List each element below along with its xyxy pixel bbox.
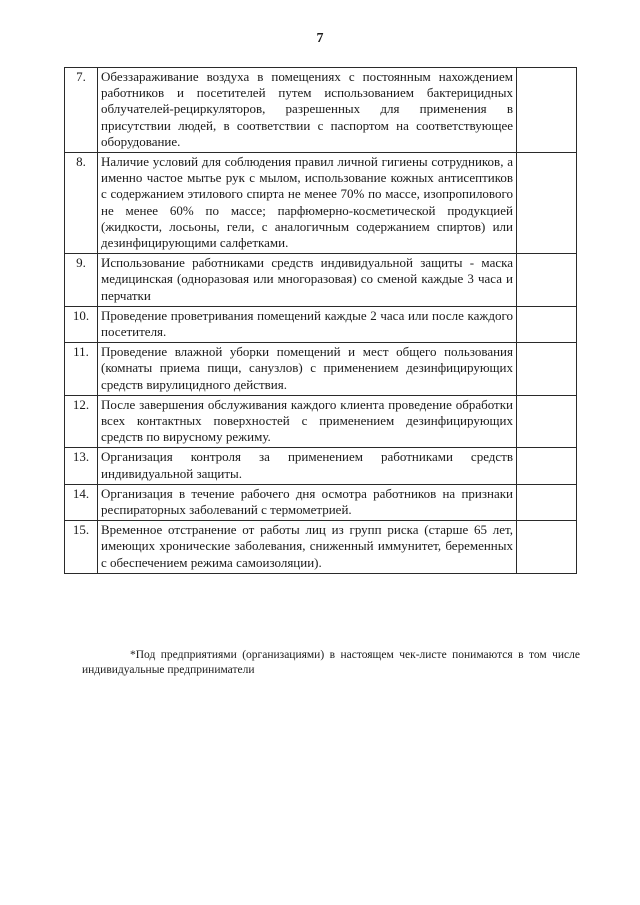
- row-number: 12.: [65, 395, 98, 448]
- row-requirement: Использование работниками средств индивидуальной защиты - маска медицинская (одноразовая или многоразовая) со сменой каждые 3 часа и перчатки: [98, 254, 517, 307]
- table-row: [65, 395, 577, 448]
- row-number: 15.: [65, 521, 98, 574]
- page-number: 7: [316, 31, 324, 46]
- row-mark-cell: [517, 254, 577, 307]
- row-mark-cell: [517, 343, 577, 396]
- row-requirement: Организация в течение рабочего дня осмотра работников на признаки респираторных заболеваний с термометрией.: [98, 484, 517, 520]
- row-number: 7.: [65, 68, 98, 153]
- row-number: 14.: [65, 484, 98, 520]
- row-mark-cell: [517, 521, 577, 574]
- table-row: [65, 521, 577, 574]
- row-mark-cell: [517, 306, 577, 342]
- row-requirement: Обеззараживание воздуха в помещениях с постоянным нахождением работников и посетителей путем использованием бактерицидных облучателей-рециркуляторов, разрешенных для применения в присутствии людей, в соответствии с паспортом на соответствующее оборудование.: [98, 68, 517, 153]
- table-row: [65, 306, 577, 342]
- table-row: [65, 484, 577, 520]
- footnote: *Под предприятиями (организациями) в настоящем чек-листе понимаются в том числе индивидуальные предприниматели: [82, 649, 580, 676]
- row-mark-cell: [517, 395, 577, 448]
- table-row: [65, 343, 577, 396]
- row-requirement: Наличие условий для соблюдения правил личной гигиены сотрудников, а именно частое мытье рук с мылом, использование кожных антисептиков с содержанием этилового спирта не менее 70% по массе, изопропилового не менее 60% по массе; парфюмерно-косметической продукцией (жидкости, лосьоны, гели, с аналогичным содержанием спиртов) или дезинфицирующими салфетками.: [98, 153, 517, 254]
- row-number: 11.: [65, 343, 98, 396]
- row-number: 9.: [65, 254, 98, 307]
- row-requirement: После завершения обслуживания каждого клиента проведение обработки всех контактных поверхностей с применением дезинфицирующих средств по вирусному режиму.: [98, 395, 517, 448]
- table-row: [65, 153, 577, 254]
- row-number: 10.: [65, 306, 98, 342]
- row-number: 8.: [65, 153, 98, 254]
- row-requirement: Организация контроля за применением работниками средств индивидуальной защиты.: [98, 448, 517, 484]
- table-row: [65, 448, 577, 484]
- row-requirement: Проведение проветривания помещений каждые 2 часа или после каждого посетителя.: [98, 306, 517, 342]
- checklist-table: [64, 67, 577, 574]
- row-mark-cell: [517, 484, 577, 520]
- row-requirement: Временное отстранение от работы лиц из групп риска (старше 65 лет, имеющих хронические заболевания, сниженный иммунитет, беременных с обеспечением режима самоизоляции).: [98, 521, 517, 574]
- row-number: 13.: [65, 448, 98, 484]
- row-mark-cell: [517, 68, 577, 153]
- table-row: [65, 68, 577, 153]
- table-row: [65, 254, 577, 307]
- row-mark-cell: [517, 153, 577, 254]
- row-requirement: Проведение влажной уборки помещений и мест общего пользования (комнаты приема пищи, санузлов) с применением дезинфицирующих средств вирулицидного действия.: [98, 343, 517, 396]
- row-mark-cell: [517, 448, 577, 484]
